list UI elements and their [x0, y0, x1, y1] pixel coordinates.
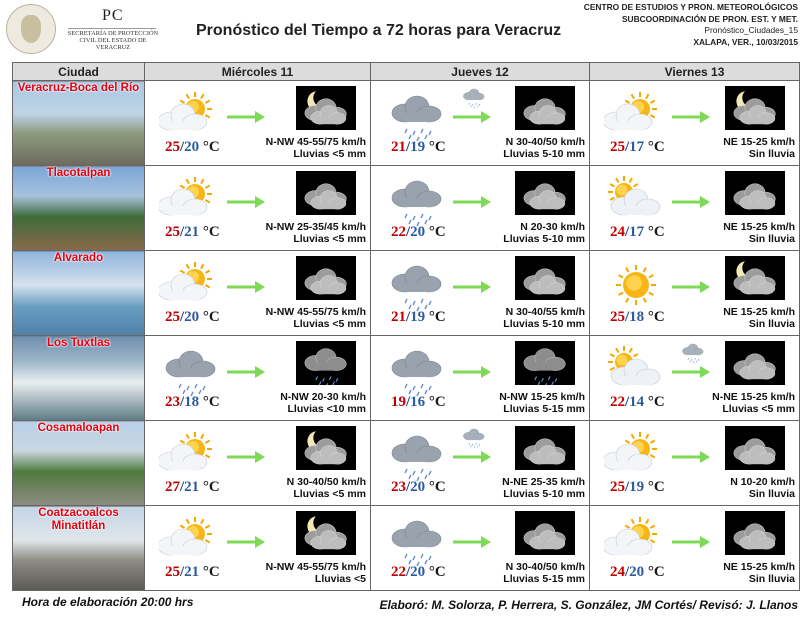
- state-seal-icon: [6, 4, 56, 54]
- table-row: [13, 166, 800, 251]
- header-city: Ciudad: [13, 63, 145, 81]
- wind-forecast: N-NE 15-25 km/h: [712, 391, 795, 403]
- city-name: Cosamaloapan: [37, 422, 120, 434]
- temperature: 23/18 °C: [165, 394, 220, 410]
- rain-cloud-icon: [159, 342, 223, 398]
- arrow-icon: [453, 280, 491, 294]
- rain-forecast: Sin lluvia: [748, 488, 795, 500]
- forecast-cell: [145, 81, 371, 166]
- temperature: 22/20 °C: [391, 564, 446, 580]
- max-temp: 22: [610, 394, 625, 410]
- rain-cloud-icon: [385, 342, 449, 398]
- min-temp: 19: [410, 309, 426, 325]
- temp-unit: °C: [428, 564, 446, 580]
- min-temp: 17: [629, 224, 645, 240]
- rain-cloud-icon: [385, 427, 449, 483]
- min-temp: 21: [184, 224, 200, 240]
- arrow-icon: [227, 450, 265, 464]
- sun-cloud-icon: [159, 257, 223, 313]
- wind-forecast: N 30-40/55 km/h: [505, 306, 585, 318]
- arrow-icon: [672, 195, 710, 209]
- max-temp: 22: [391, 564, 406, 580]
- rain-forecast: Lluvias <5 mm: [293, 148, 366, 160]
- wind-rain-info: [280, 391, 366, 415]
- wind-forecast: N-NW 45-55/75 km/h: [265, 136, 366, 148]
- min-temp: 21: [184, 479, 200, 495]
- cloud-night-icon: [515, 256, 575, 300]
- arrow-icon: [227, 280, 265, 294]
- rain-night-icon: [296, 341, 356, 385]
- forecast-cell: [371, 506, 590, 591]
- wind-forecast: N 30-40/50 km/h: [505, 136, 585, 148]
- arrow-icon: [453, 365, 491, 379]
- temperature: 25/21 °C: [165, 224, 220, 240]
- city-cell: [13, 251, 145, 336]
- rain-forecast: Lluvias <10 mm: [287, 403, 366, 415]
- max-temp: 25: [165, 224, 180, 240]
- max-temp: 23: [165, 394, 180, 410]
- sun-cloud-icon: [159, 87, 223, 143]
- wind-rain-info: [502, 476, 585, 500]
- min-temp: 19: [629, 479, 645, 495]
- rain-forecast: Sin lluvia: [748, 148, 795, 160]
- sun-behind-cloud-icon: [604, 342, 668, 398]
- table-row: [13, 506, 800, 591]
- max-temp: 19: [391, 394, 406, 410]
- wind-rain-info: [503, 221, 585, 245]
- wind-rain-info: [287, 476, 366, 500]
- city-name: Veracruz-Boca del Río: [17, 82, 140, 94]
- city-name: Coatzacoalcos Minatitlán: [38, 507, 119, 532]
- temp-unit: °C: [428, 479, 446, 495]
- temperature: 22/20 °C: [391, 224, 446, 240]
- arrow-icon: [453, 195, 491, 209]
- temperature: 21/19 °C: [391, 139, 446, 155]
- cloud-night-icon: [725, 426, 785, 470]
- city-cell: [13, 336, 145, 421]
- org-line: SUBCOORDINACIÓN DE PRON. EST. Y MET.: [621, 13, 798, 24]
- city-cell: [13, 81, 145, 166]
- temperature: 24/20 °C: [610, 564, 665, 580]
- max-temp: 25: [610, 139, 625, 155]
- credits: Elaboró: M. Solorza, P. Herrera, S. González, JM Cortés/ Revisó: J. Llanos: [379, 598, 798, 612]
- forecast-cell: [145, 336, 371, 421]
- arrow-icon: [227, 195, 265, 209]
- table-row: [13, 336, 800, 421]
- wind-forecast: N 30-40/50 km/h: [286, 476, 366, 488]
- min-temp: 14: [629, 394, 645, 410]
- sun-cloud-icon: [604, 427, 668, 483]
- wind-rain-info: [723, 136, 795, 160]
- temp-unit: °C: [647, 139, 665, 155]
- wind-rain-info: [499, 391, 585, 415]
- temp-unit: °C: [428, 309, 446, 325]
- logo-subtitle: SECRETARÍA DE PROTECCIÓN CIVIL DEL ESTADO DE VERACRUZ: [67, 30, 159, 51]
- min-temp: 20: [410, 564, 426, 580]
- rain-forecast: Lluvias <5: [314, 573, 366, 585]
- temperature: 24/17 °C: [610, 224, 665, 240]
- temp-unit: °C: [428, 139, 446, 155]
- max-temp: 21: [391, 139, 406, 155]
- rain-cloud-icon: [385, 172, 449, 228]
- forecast-cell: [590, 336, 800, 421]
- arrow-icon: [453, 535, 491, 549]
- rain-forecast: Lluvias <5 mm: [293, 233, 366, 245]
- rain-forecast: Lluvias <5 mm: [722, 403, 795, 415]
- cloud-night-icon: [515, 511, 575, 555]
- min-temp: 20: [410, 479, 426, 495]
- max-temp: 21: [391, 309, 406, 325]
- temp-unit: °C: [647, 224, 665, 240]
- max-temp: 24: [610, 564, 625, 580]
- rain-forecast: Lluvias 5-15 mm: [503, 573, 585, 585]
- moon-cloud-icon: [296, 426, 356, 470]
- temperature: 25/20 °C: [165, 139, 220, 155]
- forecast-cell: [145, 506, 371, 591]
- arrow-icon: [672, 450, 710, 464]
- temperature: 27/21 °C: [165, 479, 220, 495]
- max-temp: 22: [391, 224, 406, 240]
- city-name: Tlacotalpan: [46, 167, 111, 179]
- rain-night-icon: [515, 341, 575, 385]
- temp-unit: °C: [202, 479, 220, 495]
- rain-forecast: Lluvias <5 mm: [293, 488, 366, 500]
- rain-forecast: Lluvias 5-15 mm: [503, 403, 585, 415]
- logo-mark: PC: [102, 7, 124, 24]
- moon-cloud-icon: [296, 511, 356, 555]
- max-temp: 25: [165, 309, 180, 325]
- min-temp: 19: [410, 139, 426, 155]
- temperature: 25/21 °C: [165, 564, 220, 580]
- arrow-icon: [453, 450, 491, 464]
- wind-rain-info: [266, 221, 366, 245]
- wind-rain-info: [503, 306, 585, 330]
- sun-cloud-icon: [604, 512, 668, 568]
- cloud-night-icon: [515, 171, 575, 215]
- max-temp: 24: [610, 224, 625, 240]
- temperature: 25/17 °C: [610, 139, 665, 155]
- max-temp: 27: [165, 479, 180, 495]
- sun-cloud-icon: [159, 427, 223, 483]
- arrow-icon: [227, 535, 265, 549]
- rain-forecast: Lluvias 5-10 mm: [503, 318, 585, 330]
- temperature: 19/16 °C: [391, 394, 446, 410]
- temp-unit: °C: [647, 394, 665, 410]
- temp-unit: °C: [202, 309, 220, 325]
- cloud-night-icon: [725, 341, 785, 385]
- forecast-cell: [145, 251, 371, 336]
- forecast-cell: [145, 166, 371, 251]
- min-temp: 17: [629, 139, 645, 155]
- arrow-icon: [227, 110, 265, 124]
- temp-unit: °C: [202, 139, 220, 155]
- wind-forecast: N 30-40/50 km/h: [505, 561, 585, 573]
- cloud-night-icon: [296, 256, 356, 300]
- cloud-night-icon: [296, 171, 356, 215]
- table-header-row: [13, 63, 800, 81]
- forecast-cell: [371, 336, 590, 421]
- wind-rain-info: [503, 136, 585, 160]
- forecast-cell: [590, 421, 800, 506]
- city-name: Alvarado: [53, 252, 104, 264]
- arrow-icon: [672, 280, 710, 294]
- min-temp: 16: [410, 394, 426, 410]
- temp-unit: °C: [647, 479, 665, 495]
- city-cell: [13, 421, 145, 506]
- arrow-icon: [672, 110, 710, 124]
- rain-forecast: Sin lluvia: [748, 233, 795, 245]
- max-temp: 25: [165, 139, 180, 155]
- header-day-2: Jueves 12: [371, 63, 590, 81]
- min-temp: 20: [184, 309, 200, 325]
- rain-forecast: Lluvias 5-10 mm: [503, 233, 585, 245]
- temperature: 25/18 °C: [610, 309, 665, 325]
- wind-rain-info: [712, 391, 795, 415]
- temp-unit: °C: [428, 394, 446, 410]
- temperature: 25/19 °C: [610, 479, 665, 495]
- max-temp: 23: [391, 479, 406, 495]
- rain-forecast: Sin lluvia: [748, 318, 795, 330]
- wind-forecast: NE 15-25 km/h: [723, 221, 795, 233]
- temp-unit: °C: [202, 394, 220, 410]
- city-cell: [13, 506, 145, 591]
- rain-cloud-icon: [385, 87, 449, 143]
- wind-forecast: N 20-30 km/h: [520, 221, 585, 233]
- temp-unit: °C: [202, 564, 220, 580]
- sun-icon: [604, 257, 668, 313]
- sun-cloud-icon: [159, 512, 223, 568]
- max-temp: 25: [610, 309, 625, 325]
- min-temp: 20: [184, 139, 200, 155]
- pc-logo: [6, 4, 159, 54]
- wind-forecast: N 10-20 km/h: [730, 476, 795, 488]
- header-day-3: Viernes 13: [590, 63, 800, 81]
- forecast-cell: [371, 421, 590, 506]
- arrow-icon: [672, 535, 710, 549]
- wind-forecast: N-NW 45-55/75 km/h: [265, 306, 366, 318]
- table-row: [13, 251, 800, 336]
- wind-forecast: N-NW 45-55/75 km/h: [265, 561, 366, 573]
- temp-unit: °C: [202, 224, 220, 240]
- forecast-cell: [371, 81, 590, 166]
- min-temp: 18: [629, 309, 645, 325]
- temp-unit: °C: [647, 309, 665, 325]
- temp-unit: °C: [428, 224, 446, 240]
- wind-forecast: NE 15-25 km/h: [723, 561, 795, 573]
- min-temp: 18: [184, 394, 200, 410]
- forecast-cell: [590, 166, 800, 251]
- forecast-table: [12, 62, 800, 591]
- forecast-cell: [371, 251, 590, 336]
- arrow-icon: [227, 365, 265, 379]
- moon-cloud-icon: [725, 86, 785, 130]
- wind-forecast: N-NW 25-35/45 km/h: [265, 221, 366, 233]
- arrow-icon: [453, 110, 491, 124]
- rain-cloud-icon: [385, 512, 449, 568]
- organization-block: [584, 2, 798, 48]
- sun-cloud-icon: [604, 87, 668, 143]
- org-line: CENTRO DE ESTUDIOS Y PRON. METEOROLÓGICOS: [583, 2, 798, 12]
- min-temp: 20: [410, 224, 426, 240]
- wind-forecast: N-NE 25-35 km/h: [502, 476, 585, 488]
- wind-rain-info: [723, 221, 795, 245]
- rain-forecast: Lluvias 5-10 mm: [503, 488, 585, 500]
- temperature: 21/19 °C: [391, 309, 446, 325]
- min-temp: 20: [629, 564, 645, 580]
- wind-forecast: NE 15-25 km/h: [723, 136, 795, 148]
- table-row: [13, 421, 800, 506]
- temp-unit: °C: [647, 564, 665, 580]
- org-date: XALAPA, VER., 10/03/2015: [693, 36, 798, 47]
- moon-cloud-icon: [725, 256, 785, 300]
- rain-forecast: Sin lluvia: [748, 573, 795, 585]
- table-row: [13, 81, 800, 166]
- forecast-cell: [371, 166, 590, 251]
- wind-rain-info: [723, 561, 795, 585]
- wind-forecast: NE 15-25 km/h: [723, 306, 795, 318]
- org-code: Pronóstico_Ciudades_15: [704, 25, 798, 35]
- cloud-night-icon: [515, 426, 575, 470]
- temperature: 23/20 °C: [391, 479, 446, 495]
- wind-rain-info: [266, 136, 366, 160]
- wind-rain-info: [266, 561, 366, 585]
- city-cell: [13, 166, 145, 251]
- forecast-cell: [590, 506, 800, 591]
- wind-rain-info: [723, 306, 795, 330]
- min-temp: 21: [184, 564, 200, 580]
- wind-rain-info: [730, 476, 795, 500]
- temperature: 22/14 °C: [610, 394, 665, 410]
- wind-forecast: N-NW 15-25 km/h: [499, 391, 585, 403]
- header-day-1: Miércoles 11: [145, 63, 371, 81]
- forecast-cell: [590, 251, 800, 336]
- rain-forecast: Lluvias 5-10 mm: [503, 148, 585, 160]
- page-title: Pronóstico del Tiempo a 72 horas para Veracruz: [196, 22, 562, 39]
- wind-rain-info: [266, 306, 366, 330]
- wind-rain-info: [503, 561, 585, 585]
- wind-forecast: N-NW 20-30 km/h: [280, 391, 366, 403]
- forecast-cell: [590, 81, 800, 166]
- moon-cloud-icon: [296, 86, 356, 130]
- cloud-night-icon: [725, 511, 785, 555]
- rain-forecast: Lluvias <5 mm: [293, 318, 366, 330]
- arrow-icon: [672, 365, 710, 379]
- rain-cloud-icon: [385, 257, 449, 313]
- forecast-cell: [145, 421, 371, 506]
- max-temp: 25: [610, 479, 625, 495]
- sun-cloud-icon: [159, 172, 223, 228]
- sun-behind-cloud-icon: [604, 172, 668, 228]
- city-name: Los Tuxtlas: [46, 337, 111, 349]
- temperature: 25/20 °C: [165, 309, 220, 325]
- max-temp: 25: [165, 564, 180, 580]
- elaboration-time: Hora de elaboración 20:00 hrs: [22, 595, 194, 609]
- cloud-night-icon: [515, 86, 575, 130]
- cloud-night-icon: [725, 171, 785, 215]
